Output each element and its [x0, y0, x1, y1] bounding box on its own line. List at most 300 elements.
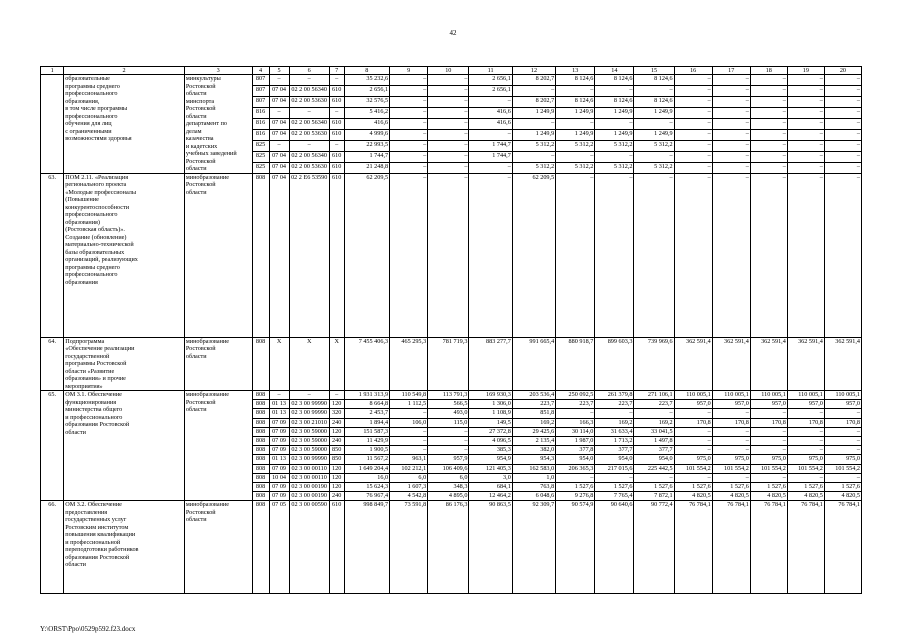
table-row [41, 501, 862, 594]
amount-cell: – [595, 118, 634, 129]
amount-cell: 1 744,7 [469, 140, 512, 151]
amount-cell: 385,3 [469, 446, 512, 455]
amount-cell: – [824, 107, 861, 118]
amount-cell: 110 005,1 [824, 391, 861, 400]
amount-cell: 7 872,1 [634, 492, 674, 501]
column-number-cell: 1 [41, 67, 64, 75]
amount-cell: 1 527,6 [787, 482, 824, 491]
amount-cell: 110 005,1 [787, 391, 824, 400]
amount-cell: 1,0 [512, 473, 555, 482]
amount-cell: 110 549,8 [390, 391, 428, 400]
amount-cell: 8 124,6 [634, 96, 674, 107]
section-code-cell: 07 09 [269, 464, 289, 473]
amount-cell: – [824, 118, 861, 129]
column-number-cell: 20 [824, 67, 861, 75]
section-code-cell: 07 04 [269, 96, 289, 107]
amount-cell: – [787, 427, 824, 436]
amount-cell: 954,3 [512, 455, 555, 464]
amount-cell: 5 312,2 [634, 140, 674, 151]
amount-cell: 250 092,5 [556, 391, 595, 400]
amount-cell: – [634, 118, 674, 129]
row-number-cell: 65. [41, 391, 64, 501]
expense-type-cell: 610 [329, 118, 344, 129]
amount-cell: – [390, 118, 428, 129]
section-code-cell: 07 04 [269, 118, 289, 129]
amount-cell: 4 820,5 [824, 492, 861, 501]
amount-cell: – [824, 129, 861, 140]
amount-cell: – [750, 173, 787, 337]
amount-cell: 31 633,4 [595, 427, 634, 436]
amount-cell: 9 276,8 [556, 492, 595, 501]
amount-cell: – [674, 173, 712, 337]
amount-cell: 223,7 [595, 400, 634, 409]
amount-cell: 362 591,4 [787, 337, 824, 391]
amount-cell: – [428, 446, 469, 455]
amount-cell: – [469, 129, 512, 140]
column-number-cell: 6 [289, 67, 329, 75]
gr-code-cell: 808 [252, 473, 269, 482]
section-code-cell: 07 09 [269, 446, 289, 455]
amount-cell: 76 967,4 [344, 492, 389, 501]
amount-cell: 957,9 [428, 455, 469, 464]
row-number-cell: 63. [41, 173, 64, 337]
section-code-cell: 01 13 [269, 409, 289, 418]
column-number-cell: 18 [750, 67, 787, 75]
amount-cell: 217 015,6 [595, 464, 634, 473]
amount-cell: – [824, 446, 861, 455]
target-item-cell: 02 2 00 56340 [289, 151, 329, 162]
gr-code-cell: 825 [252, 162, 269, 173]
amount-cell: – [469, 173, 512, 337]
expense-type-cell: 610 [329, 151, 344, 162]
executor-cell: минобразование Ростовской области [184, 391, 252, 501]
amount-cell: 29 425,6 [512, 427, 555, 436]
amount-cell: – [712, 140, 750, 151]
amount-cell: – [390, 409, 428, 418]
amount-cell: 2 453,7 [344, 409, 389, 418]
amount-cell: – [787, 473, 824, 482]
amount-cell: 975,0 [787, 455, 824, 464]
expense-type-cell: 120 [329, 482, 344, 491]
amount-cell: – [787, 75, 824, 86]
amount-cell: 1 744,7 [469, 151, 512, 162]
amount-cell: 162 583,0 [512, 464, 555, 473]
amount-cell: – [824, 409, 861, 418]
amount-cell: 169,2 [595, 418, 634, 427]
amount-cell: – [556, 151, 595, 162]
target-item-cell: 02 2 00 56340 [289, 118, 329, 129]
amount-cell: 1 249,9 [512, 129, 555, 140]
amount-cell: 1 649 204,4 [344, 464, 389, 473]
amount-cell: 566,5 [428, 400, 469, 409]
amount-cell: – [787, 129, 824, 140]
amount-cell: 8 124,6 [556, 75, 595, 86]
amount-cell: – [674, 107, 712, 118]
amount-cell: – [824, 151, 861, 162]
file-path-footer: Y:\ORST\Ppo\0529p592.f23.docx [40, 625, 136, 633]
target-item-cell: – [289, 140, 329, 151]
amount-cell: 1 249,9 [634, 107, 674, 118]
amount-cell: – [469, 162, 512, 173]
amount-cell: 975,0 [824, 455, 861, 464]
amount-cell: 170,8 [750, 418, 787, 427]
column-number-cell: 2 [64, 67, 185, 75]
section-code-cell: 07 04 [269, 129, 289, 140]
amount-cell: 377,7 [634, 446, 674, 455]
amount-cell: 957,0 [787, 400, 824, 409]
amount-cell: – [428, 75, 469, 86]
amount-cell: 763,8 [512, 482, 555, 491]
column-number-cell: 17 [712, 67, 750, 75]
amount-cell: 21 248,8 [344, 162, 389, 173]
amount-cell: 991 665,4 [512, 337, 555, 391]
amount-cell: – [428, 140, 469, 151]
column-number-cell: 11 [469, 67, 512, 75]
amount-cell: 15 624,3 [344, 482, 389, 491]
section-code-cell: – [269, 391, 289, 400]
amount-cell: 8 124,6 [634, 75, 674, 86]
amount-cell: – [750, 151, 787, 162]
amount-cell: – [750, 107, 787, 118]
amount-cell: – [595, 409, 634, 418]
amount-cell: 8 202,7 [512, 75, 555, 86]
amount-cell: – [428, 107, 469, 118]
amount-cell: 4 999,6 [344, 129, 389, 140]
expense-type-cell: 610 [329, 501, 344, 594]
amount-cell: – [824, 436, 861, 445]
section-code-cell: 07 04 [269, 173, 289, 337]
amount-cell: – [750, 409, 787, 418]
gr-code-cell: 807 [252, 96, 269, 107]
amount-cell: 2 656,1 [469, 75, 512, 86]
amount-cell: 8 124,6 [595, 75, 634, 86]
section-code-cell: 07 09 [269, 418, 289, 427]
amount-cell: – [428, 96, 469, 107]
table-body [41, 67, 862, 594]
amount-cell: – [674, 427, 712, 436]
gr-code-cell: 808 [252, 400, 269, 409]
amount-cell: 2 656,1 [469, 85, 512, 96]
amount-cell: 113 791,3 [428, 391, 469, 400]
amount-cell: 203 536,4 [512, 391, 555, 400]
amount-cell: – [595, 173, 634, 337]
expense-type-cell: 120 [329, 473, 344, 482]
amount-cell: – [787, 436, 824, 445]
amount-cell: – [634, 151, 674, 162]
amount-cell: 76 784,1 [750, 501, 787, 594]
amount-cell: 362 591,4 [712, 337, 750, 391]
amount-cell: – [556, 85, 595, 96]
section-code-cell: 07 04 [269, 85, 289, 96]
amount-cell: 5 312,2 [634, 162, 674, 173]
table-row [41, 391, 862, 400]
column-number-cell: 9 [390, 67, 428, 75]
amount-cell: 4 820,5 [674, 492, 712, 501]
target-item-cell: 02 3 00 59000 [289, 427, 329, 436]
amount-cell: – [787, 85, 824, 96]
amount-cell: 1 931 313,9 [344, 391, 389, 400]
amount-cell: 1 249,9 [595, 129, 634, 140]
section-code-cell: – [269, 140, 289, 151]
amount-cell: – [634, 473, 674, 482]
amount-cell: – [787, 151, 824, 162]
amount-cell: 382,0 [512, 446, 555, 455]
amount-cell: – [750, 75, 787, 86]
amount-cell: – [712, 107, 750, 118]
expense-type-cell: 610 [329, 129, 344, 140]
expense-type-cell: 610 [329, 173, 344, 337]
amount-cell: 739 969,6 [634, 337, 674, 391]
target-item-cell: 02 3 00 00190 [289, 492, 329, 501]
amount-cell: – [674, 409, 712, 418]
amount-cell: – [712, 96, 750, 107]
amount-cell: – [390, 85, 428, 96]
amount-cell: 35 232,6 [344, 75, 389, 86]
amount-cell: 851,8 [512, 409, 555, 418]
amount-cell: – [750, 96, 787, 107]
amount-cell: 106,0 [390, 418, 428, 427]
amount-cell: 90 574,9 [556, 501, 595, 594]
expense-type-cell: 240 [329, 492, 344, 501]
amount-cell: 5 312,2 [595, 162, 634, 173]
amount-cell: 883 277,7 [469, 337, 512, 391]
amount-cell: 957,0 [712, 400, 750, 409]
section-code-cell: 10 04 [269, 473, 289, 482]
amount-cell: 106 409,6 [428, 464, 469, 473]
amount-cell: 90 863,5 [469, 501, 512, 594]
amount-cell: 8 202,7 [512, 96, 555, 107]
amount-cell: – [390, 107, 428, 118]
amount-cell: – [824, 85, 861, 96]
amount-cell: – [390, 151, 428, 162]
section-code-cell: 07 05 [269, 501, 289, 594]
amount-cell: – [595, 85, 634, 96]
amount-cell: 416,6 [344, 118, 389, 129]
amount-cell: 781 719,3 [428, 337, 469, 391]
amount-cell: – [787, 96, 824, 107]
section-code-cell: 07 04 [269, 162, 289, 173]
gr-code-cell: 816 [252, 107, 269, 118]
amount-cell: 3,0 [469, 473, 512, 482]
amount-cell: 1 249,9 [634, 129, 674, 140]
executor-cell: минобразование Ростовской области [184, 501, 252, 594]
amount-cell: – [787, 107, 824, 118]
amount-cell: 954,9 [469, 455, 512, 464]
amount-cell: – [595, 151, 634, 162]
amount-cell: – [824, 427, 861, 436]
amount-cell: 170,8 [787, 418, 824, 427]
column-number-cell: 13 [556, 67, 595, 75]
amount-cell: – [428, 129, 469, 140]
amount-cell: 170,8 [824, 418, 861, 427]
amount-cell: – [712, 473, 750, 482]
amount-cell: – [750, 473, 787, 482]
amount-cell: 151 587,3 [344, 427, 389, 436]
amount-cell: 223,7 [512, 400, 555, 409]
amount-cell: 1 527,6 [556, 482, 595, 491]
gr-code-cell: 808 [252, 501, 269, 594]
target-item-cell: Х [289, 337, 329, 391]
amount-cell: – [428, 427, 469, 436]
amount-cell: – [556, 118, 595, 129]
amount-cell: 90 640,6 [595, 501, 634, 594]
amount-cell: 954,0 [556, 455, 595, 464]
amount-cell: 362 591,4 [824, 337, 861, 391]
amount-cell: – [428, 162, 469, 173]
amount-cell: – [390, 75, 428, 86]
amount-cell: 4 820,5 [750, 492, 787, 501]
amount-cell: – [634, 85, 674, 96]
section-code-cell: 07 09 [269, 482, 289, 491]
amount-cell: 975,0 [750, 455, 787, 464]
gr-code-cell: 816 [252, 118, 269, 129]
target-item-cell: 02 2 00 56340 [289, 85, 329, 96]
expense-type-cell: 120 [329, 427, 344, 436]
section-code-cell: – [269, 75, 289, 86]
amount-cell: – [428, 173, 469, 337]
expense-type-cell: 120 [329, 400, 344, 409]
amount-cell: 1 527,6 [634, 482, 674, 491]
amount-cell: 998 849,7 [344, 501, 389, 594]
table-row [41, 75, 862, 86]
amount-cell: 1 713,2 [595, 436, 634, 445]
expense-type-cell: 850 [329, 455, 344, 464]
amount-cell: – [674, 151, 712, 162]
amount-cell: – [712, 173, 750, 337]
amount-cell: 1 900,5 [344, 446, 389, 455]
gr-code-cell: 808 [252, 173, 269, 337]
amount-cell: 261 379,8 [595, 391, 634, 400]
amount-cell: 899 603,3 [595, 337, 634, 391]
amount-cell: – [556, 409, 595, 418]
amount-cell: – [712, 129, 750, 140]
amount-cell: – [787, 118, 824, 129]
expense-type-cell: 240 [329, 436, 344, 445]
amount-cell: – [390, 427, 428, 436]
amount-cell: 5 312,2 [556, 140, 595, 151]
amount-cell: – [674, 436, 712, 445]
gr-code-cell: 808 [252, 436, 269, 445]
gr-code-cell: 807 [252, 75, 269, 86]
amount-cell: 271 106,1 [634, 391, 674, 400]
amount-cell: – [390, 446, 428, 455]
amount-cell: 1 306,0 [469, 400, 512, 409]
amount-cell: 1 607,3 [390, 482, 428, 491]
amount-cell: – [824, 75, 861, 86]
amount-cell: – [824, 162, 861, 173]
amount-cell: – [634, 409, 674, 418]
section-code-cell: 07 09 [269, 427, 289, 436]
expense-type-cell: – [329, 107, 344, 118]
amount-cell: – [712, 118, 750, 129]
amount-cell: 7 765,4 [595, 492, 634, 501]
amount-cell: 149,5 [469, 418, 512, 427]
amount-cell: 1 249,9 [512, 107, 555, 118]
gr-code-cell: 808 [252, 337, 269, 391]
amount-cell: 493,0 [428, 409, 469, 418]
column-number-row [41, 67, 862, 75]
gr-code-cell: 825 [252, 140, 269, 151]
amount-cell: 90 772,4 [634, 501, 674, 594]
amount-cell: 957,0 [824, 400, 861, 409]
amount-cell: 5 416,2 [344, 107, 389, 118]
amount-cell: 76 784,1 [824, 501, 861, 594]
amount-cell: – [750, 436, 787, 445]
amount-cell: 16,0 [344, 473, 389, 482]
amount-cell: 1 527,6 [595, 482, 634, 491]
amount-cell: – [390, 162, 428, 173]
amount-cell: – [750, 129, 787, 140]
gr-code-cell: 808 [252, 409, 269, 418]
amount-cell: – [712, 436, 750, 445]
executor-cell: минкультуры Ростовской области минспорта Ростовской области департамент по делам казачества и кадетских учебных заведений Ростовской области [184, 75, 252, 174]
amount-cell: 4 096,5 [469, 436, 512, 445]
amount-cell: – [824, 473, 861, 482]
amount-cell: – [712, 162, 750, 173]
expense-type-cell: 120 [329, 464, 344, 473]
amount-cell: 76 784,1 [787, 501, 824, 594]
program-name-cell: ПОМ 2.11. «Реализация регионального проекта «Молодые профессионалы (Повышение конкурентоспособности профессионального образования) (Ростовская область)». Создание (обновление) материально-технической базы образовательных организаций, реализующих программы среднего профессионального образования [64, 173, 185, 337]
amount-cell: 377,8 [556, 446, 595, 455]
section-code-cell: 07 04 [269, 151, 289, 162]
amount-cell: 7 455 406,3 [344, 337, 389, 391]
amount-cell: 206 365,3 [556, 464, 595, 473]
target-item-cell: 02 3 00 59000 [289, 436, 329, 445]
target-item-cell: 02 3 00 00110 [289, 473, 329, 482]
amount-cell: 1 894,4 [344, 418, 389, 427]
program-name-cell: образовательные программы среднего профессионального образования, в том числе программы профессионального обучения для лиц с ограниченными возможностями здоровья [64, 75, 185, 174]
amount-cell: 62 209,5 [512, 173, 555, 337]
target-item-cell: 02 2 E6 53590 [289, 173, 329, 337]
amount-cell: 110 005,1 [712, 391, 750, 400]
table-row [41, 173, 862, 337]
target-item-cell: – [289, 107, 329, 118]
amount-cell: – [556, 473, 595, 482]
amount-cell: – [674, 129, 712, 140]
amount-cell: 33 041,5 [634, 427, 674, 436]
amount-cell: 110 005,1 [674, 391, 712, 400]
amount-cell: – [787, 173, 824, 337]
amount-cell: 954,0 [595, 455, 634, 464]
amount-cell: 954,0 [634, 455, 674, 464]
target-item-cell: 02 2 00 53630 [289, 96, 329, 107]
amount-cell: – [712, 85, 750, 96]
column-number-cell: 10 [428, 67, 469, 75]
expense-type-cell: 610 [329, 96, 344, 107]
amount-cell: 5 312,2 [595, 140, 634, 151]
target-item-cell: – [289, 391, 329, 400]
amount-cell: 4 820,5 [787, 492, 824, 501]
amount-cell: – [824, 96, 861, 107]
column-number-cell: 16 [674, 67, 712, 75]
amount-cell: – [787, 140, 824, 151]
column-number-cell: 14 [595, 67, 634, 75]
amount-cell: 1 249,9 [595, 107, 634, 118]
amount-cell: 348,3 [428, 482, 469, 491]
amount-cell: – [390, 140, 428, 151]
amount-cell: 416,6 [469, 118, 512, 129]
amount-cell: 1 249,9 [556, 129, 595, 140]
amount-cell: 6 048,6 [512, 492, 555, 501]
expense-type-cell: 850 [329, 446, 344, 455]
table-row [41, 337, 862, 391]
amount-cell: 465 295,3 [390, 337, 428, 391]
target-item-cell: 02 3 00 00110 [289, 464, 329, 473]
amount-cell: – [390, 96, 428, 107]
gr-code-cell: 816 [252, 129, 269, 140]
amount-cell: 115,0 [428, 418, 469, 427]
target-item-cell: 02 3 00 99990 [289, 455, 329, 464]
